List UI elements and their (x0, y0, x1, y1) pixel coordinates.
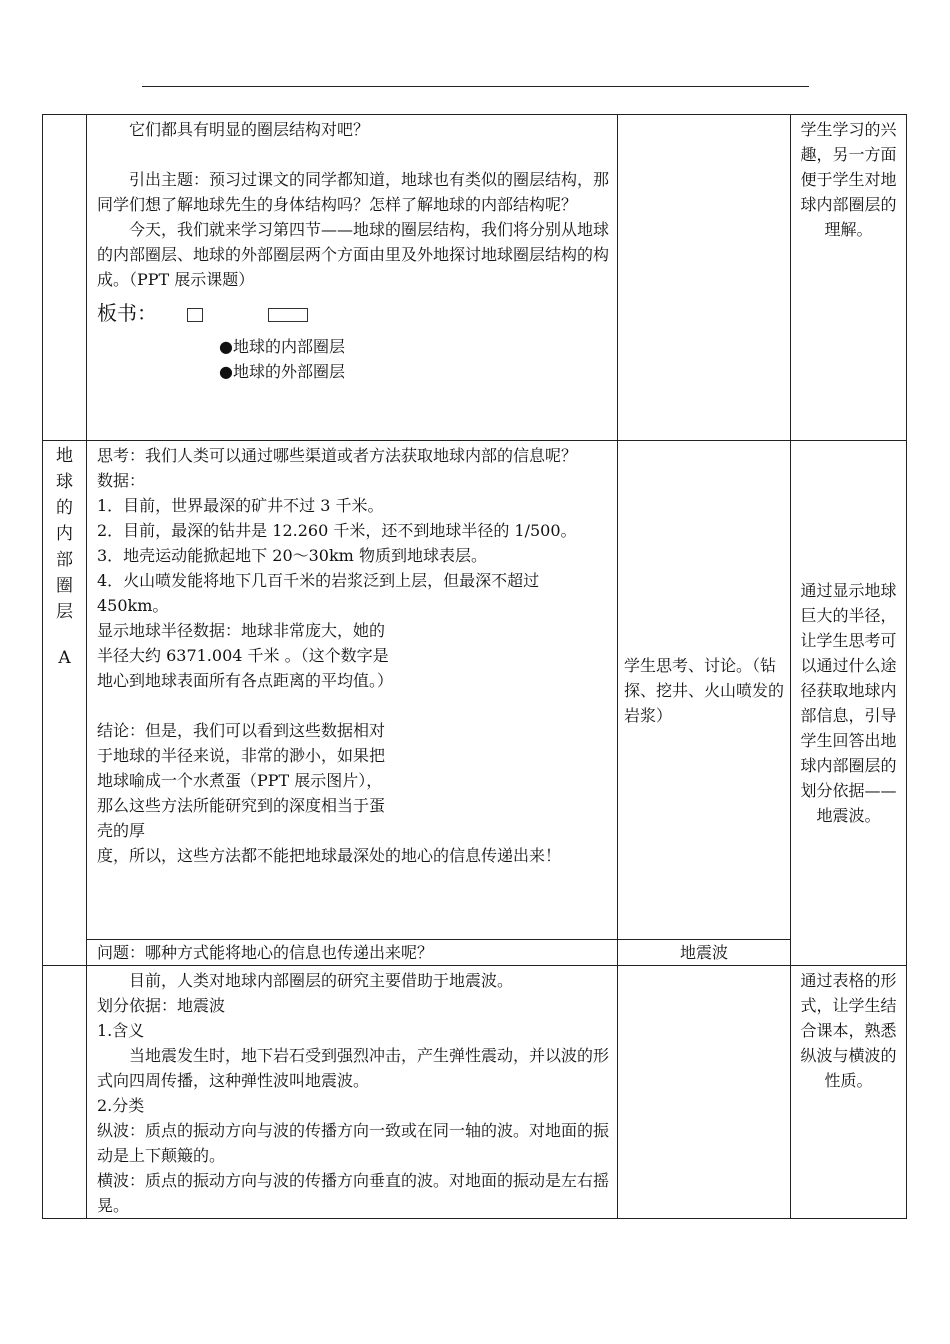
side-cell-empty (43, 115, 87, 441)
design-note: 通过显示地球巨大的半径，让学生思考可以通过什么途径获取地球内部信息，引导学生回答出地球内部圈层的划分依据——地震波。 (800, 581, 897, 825)
bullet-outer-layer: ●地球的外部圈层 (219, 362, 345, 381)
vertical-section-label (43, 441, 86, 671)
radius-text: 显示地球半径数据：地球非常庞大，她的半径大约 6371.004 千米 。（这个数字是地心到地球表面所有各点距离的平均值。） (97, 621, 394, 690)
data-item: 2．目前，最深的钻井是 12.260 千米，还不到地球半径的 1/500。 (97, 521, 577, 540)
placeholder-box-icon (187, 308, 203, 322)
table-row-seismic-waves (43, 966, 907, 1219)
board-label: 板书： (97, 301, 157, 325)
content-cell-data (87, 441, 618, 940)
student-activity: 学生思考、讨论。（钻探、挖井、火山喷发的岩浆） (624, 655, 785, 725)
board-bullet-list (97, 334, 609, 384)
data-item: 1．目前，世界最深的矿井不过 3 千米。 (97, 496, 384, 515)
blackboard-heading (97, 298, 609, 328)
label-char: 内 (56, 524, 73, 544)
think-question: 思考：我们人类可以通过哪些渠道或者方法获取地球内部的信息呢？ (97, 446, 578, 465)
data-item: 4．火山喷发能将地下几百千米的岩浆泛到上层，但最深不超过 450km。 (97, 571, 540, 615)
conclusion-text: 结论：但是，我们可以看到这些数据相对于地球的半径来说，非常的渺小，如果把地球喻成一个水煮蛋（PPT 展示图片），那么这些方法所能研究到的深度相当于蛋壳的厚 (97, 721, 386, 840)
note-cell-intro (791, 115, 907, 441)
side-cell-empty (43, 966, 87, 1219)
label-char: 地 (56, 446, 73, 466)
data-title: 数据： (97, 471, 146, 490)
section-letter: A (58, 648, 71, 668)
question-text: 问题：哪种方式能将地心的信息也传递出来呢？ (97, 943, 434, 962)
lesson-plan-table (42, 114, 907, 1219)
heading-classification: 2.分类 (97, 1096, 145, 1115)
label-char: 圈 (56, 576, 73, 596)
content-cell-intro (87, 115, 618, 441)
table-row-inner-layer (43, 441, 907, 940)
intro-line-1: 它们都具有明显的圈层结构对吧？ (129, 120, 370, 139)
heading-meaning: 1.含义 (97, 1021, 145, 1040)
design-note: 通过表格的形式，让学生结合课本，熟悉纵波与横波的性质。 (800, 971, 897, 1090)
header-rule (142, 86, 809, 87)
seismic-intro: 目前，人类对地球内部圈层的研究主要借助于地震波。 (129, 971, 514, 990)
intro-line-3: 今天，我们就来学习第四节——地球的圈层结构，我们将分别从地球的内部圈层、地球的外部圈层两个方面由里及外地探讨地球圈层结构的构成。（PPT 展示课题） (97, 220, 610, 289)
data-item: 3．地壳运动能掀起地下 20～30km 物质到地球表层。 (97, 546, 487, 565)
student-cell-discussion (618, 441, 791, 940)
label-char: 部 (56, 550, 73, 570)
table-row-intro (43, 115, 907, 441)
conclusion-text-end: 度，所以，这些方法都不能把地球最深处的地心的信息传递出来！ (97, 846, 562, 865)
content-cell-seismic (87, 966, 618, 1219)
table-row-question (43, 940, 907, 966)
note-cell-table (791, 966, 907, 1219)
student-cell-empty (618, 966, 791, 1219)
label-char: 的 (56, 498, 73, 518)
transverse-wave-text: 横波：质点的振动方向与波的传播方向垂直的波。对地面的振动是左右摇晃。 (97, 1171, 610, 1215)
bullet-inner-layer: ●地球的内部圈层 (219, 337, 345, 356)
student-cell-empty (618, 115, 791, 441)
answer-text: 地震波 (679, 943, 728, 962)
side-label-cell (43, 441, 87, 966)
label-char: 层 (56, 602, 73, 622)
answer-cell (618, 940, 791, 966)
design-note: 学生学习的兴趣，另一方面便于学生对地球内部圈层的理解。 (800, 120, 897, 239)
meaning-text: 当地震发生时，地下岩石受到强烈冲击，产生弹性震动，并以波的形式向四周传播，这种弹性波叫地震波。 (97, 1046, 610, 1090)
content-cell-question (87, 940, 618, 966)
division-basis: 划分依据：地震波 (97, 996, 226, 1015)
label-char: 球 (56, 472, 73, 492)
intro-line-2: 引出主题：预习过课文的同学都知道，地球也有类似的圈层结构，那同学们想了解地球先生的身体结构吗？怎样了解地球的内部结构呢？ (97, 170, 610, 214)
longitudinal-wave-text: 纵波：质点的振动方向与波的传播方向一致或在同一轴的波。对地面的振动是上下颠簸的。 (97, 1121, 610, 1165)
note-cell-seismic (791, 441, 907, 966)
placeholder-box-icon (268, 308, 308, 322)
